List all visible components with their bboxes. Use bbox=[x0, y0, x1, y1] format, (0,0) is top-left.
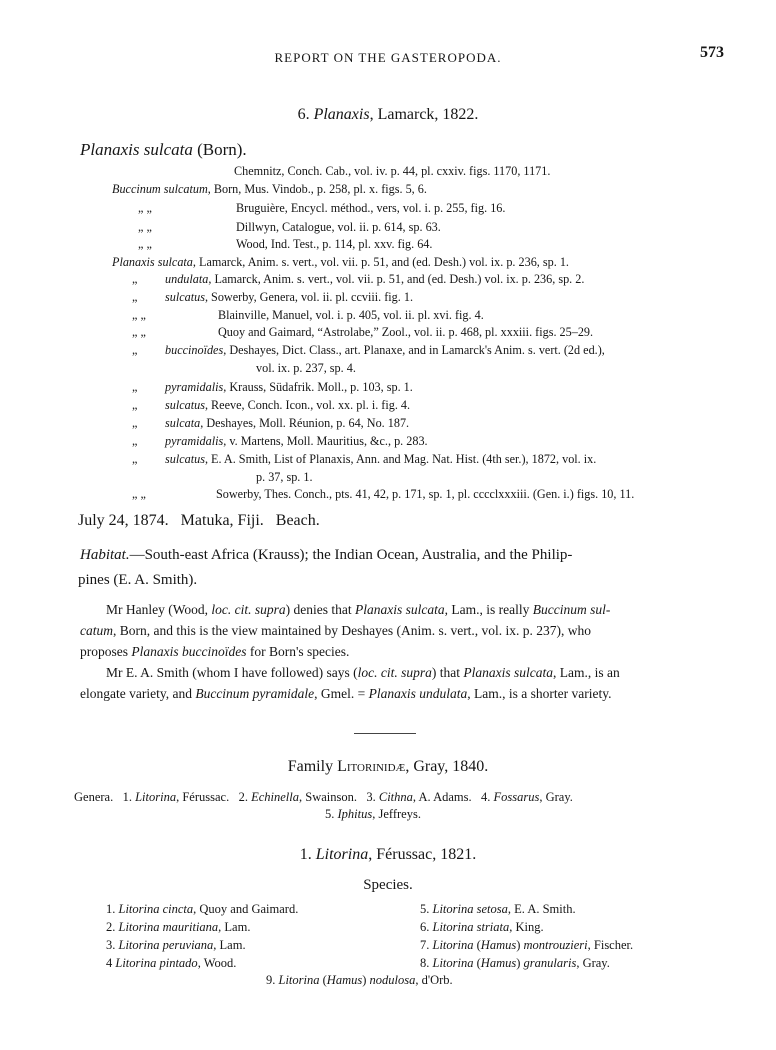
paragraph-2-line-1: Mr E. A. Smith (whom I have followed) says (loc. cit. supra) that Planaxis sulcata, Lam., is an bbox=[106, 665, 620, 680]
genus-authority: , Lamarck, 1822. bbox=[369, 106, 479, 123]
genus-name: Planaxis bbox=[313, 106, 370, 123]
habitat-label: Habitat. bbox=[80, 547, 130, 563]
genera-label: Genera. bbox=[74, 790, 114, 804]
synonym-name: sulcata bbox=[165, 416, 201, 430]
locality-line: July 24, 1874. Matuka, Fiji. Beach. bbox=[78, 512, 320, 529]
ditto-mark: „ „ bbox=[132, 325, 146, 339]
synonym-name: sulcatus bbox=[165, 452, 205, 466]
ditto-mark: „ bbox=[132, 416, 138, 430]
habitat-line-1: Habitat.—South-east Africa (Krauss); the Indian Ocean, Australia, and the Philip- bbox=[80, 547, 573, 563]
ditto-mark: „ „ bbox=[132, 308, 146, 322]
ditto-mark: „ „ bbox=[138, 220, 152, 234]
species-list-heading: Species. bbox=[363, 877, 413, 893]
genera-line-2: 5. Iphitus, Jeffreys. bbox=[325, 807, 421, 821]
ditto-mark: „ „ bbox=[132, 487, 146, 501]
ditto-mark: „ bbox=[132, 272, 138, 286]
ditto-mark: „ bbox=[132, 452, 138, 466]
family-heading: Family Litorinidæ, Gray, 1840. bbox=[287, 758, 489, 775]
paragraph-1-line-3: proposes Planaxis buccinoïdes for Born's species. bbox=[80, 644, 350, 659]
synonym-name: Buccinum sulcatum bbox=[112, 182, 208, 196]
species-name: Planaxis sulcata bbox=[80, 140, 193, 159]
page-number: 573 bbox=[700, 44, 724, 61]
section-divider bbox=[354, 733, 416, 734]
genera-line-1: Genera. 1. Litorina, Férussac. 2. Echinella, Swainson. 3. Cithna, A. Adams. 4. Fossarus, Gray. bbox=[74, 790, 573, 804]
ditto-mark: „ bbox=[132, 398, 138, 412]
synonym-name: Planaxis sulcata bbox=[112, 255, 193, 269]
synonym-name: buccinoïdes bbox=[165, 343, 224, 357]
genus-2-name: Litorina bbox=[315, 846, 369, 863]
species-item: 2. Litorina mauritiana, Lam. bbox=[106, 920, 251, 934]
family-name: Litorinidæ bbox=[337, 758, 406, 775]
synonym-name: pyramidalis bbox=[165, 434, 224, 448]
species-title bbox=[80, 140, 247, 160]
genus-heading bbox=[0, 106, 776, 124]
habitat-line-2: pines (E. A. Smith). bbox=[78, 572, 198, 588]
ditto-mark: „ bbox=[132, 380, 138, 394]
ditto-mark: „ „ bbox=[138, 237, 152, 251]
running-title: REPORT ON THE GASTEROPODA. bbox=[274, 50, 502, 65]
ditto-mark: „ bbox=[132, 343, 138, 357]
species-item: 6. Litorina striata, King. bbox=[420, 920, 544, 934]
species-item: 4 Litorina pintado, Wood. bbox=[106, 956, 237, 970]
paragraph-2-line-2: elongate variety, and Buccinum pyramidale, Gmel. = Planaxis undulata, Lam., is a shorter variety. bbox=[80, 686, 612, 701]
synonym-name: sulcatus bbox=[165, 290, 205, 304]
species-item: 5. Litorina setosa, E. A. Smith. bbox=[420, 902, 576, 916]
genus-2-heading: 1. Litorina, Férussac, 1821. bbox=[299, 846, 477, 863]
synonym-name: pyramidalis bbox=[165, 380, 224, 394]
ditto-mark: „ bbox=[132, 290, 138, 304]
ditto-mark: „ „ bbox=[138, 201, 152, 215]
species-item: 1. Litorina cincta, Quoy and Gaimard. bbox=[106, 902, 299, 916]
species-item: 9. Litorina (Hamus) nodulosa, d'Orb. bbox=[266, 973, 453, 987]
genus-number: 6. bbox=[297, 106, 310, 123]
species-authority: (Born). bbox=[192, 140, 247, 159]
species-item: 3. Litorina peruviana, Lam. bbox=[106, 938, 246, 952]
ditto-mark: „ bbox=[132, 434, 138, 448]
species-item: 8. Litorina (Hamus) granularis, Gray. bbox=[420, 956, 610, 970]
paragraph-1-line-1: Mr Hanley (Wood, loc. cit. supra) denies that Planaxis sulcata, Lam., is really Buccinum sul- bbox=[106, 602, 611, 617]
paragraph-1-line-2: catum, Born, and this is the view maintained by Deshayes (Anim. s. vert., vol. ix. p. 237), who bbox=[80, 623, 592, 638]
species-item: 7. Litorina (Hamus) montrouzieri, Fischer. bbox=[420, 938, 634, 952]
synonym-name: sulcatus bbox=[165, 398, 205, 412]
synonym-name: undulata bbox=[165, 272, 209, 286]
